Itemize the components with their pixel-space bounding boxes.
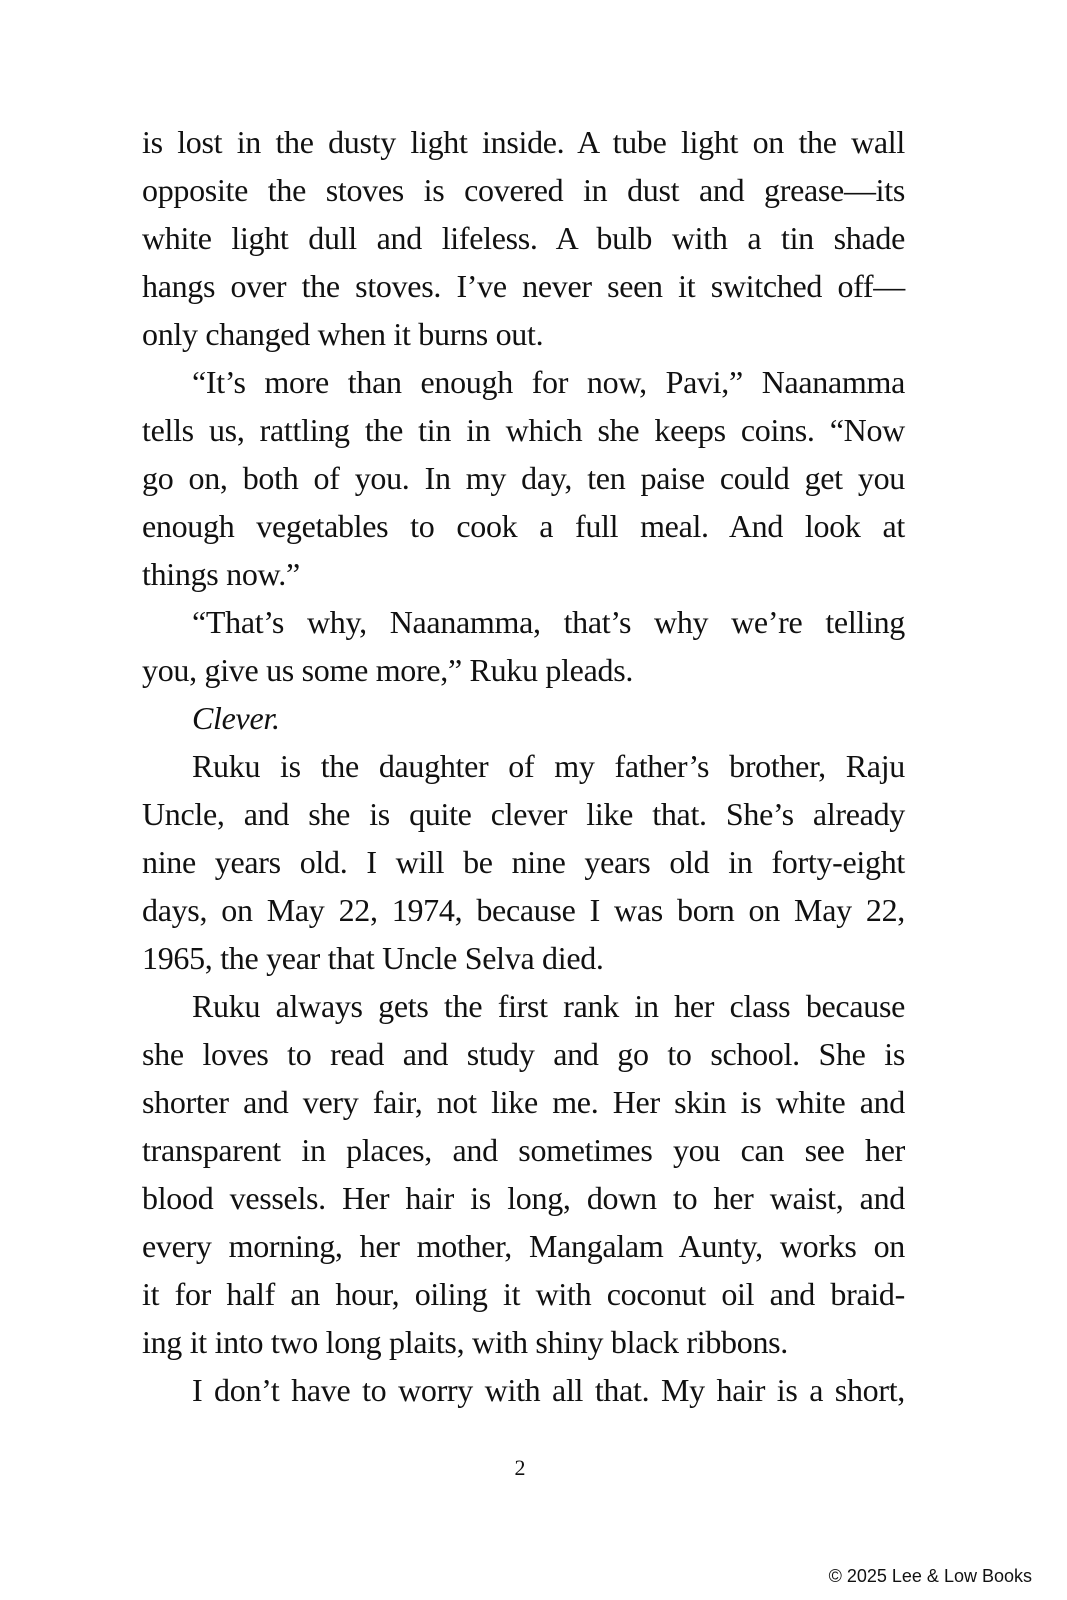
text-line: opposite the stoves is covered in dust and grease—its <box>142 172 905 208</box>
text-line: go on, both of you. In my day, ten paise could get you <box>142 460 905 496</box>
paragraph <box>142 742 905 982</box>
copyright-notice: © 2025 Lee & Low Books <box>828 1566 1032 1586</box>
text-line: days, on May 22, 1974, because I was born on May 22, <box>142 892 905 928</box>
text-line: nine years old. I will be nine years old in forty-eight <box>142 844 905 880</box>
text-line: “It’s more than enough for now, Pavi,” Naanamma <box>192 364 905 400</box>
text-line: shorter and very fair, not like me. Her skin is white and <box>142 1084 905 1120</box>
text-line: hangs over the stoves. I’ve never seen it switched off— <box>142 268 905 304</box>
text-line: I don’t have to worry with all that. My hair is a short, <box>192 1372 905 1408</box>
paragraph <box>142 1366 905 1414</box>
text-line: Clever. <box>192 700 280 736</box>
text-line: 1965, the year that Uncle Selva died. <box>142 940 604 976</box>
text-line: things now.” <box>142 556 300 592</box>
text-line: she loves to read and study and go to school. She is <box>142 1036 905 1072</box>
text-line: you, give us some more,” Ruku pleads. <box>142 652 634 688</box>
paragraph <box>142 118 905 358</box>
page-number: 2 <box>514 1455 526 1480</box>
text-line: blood vessels. Her hair is long, down to her waist, and <box>142 1180 905 1216</box>
text-line: Uncle, and she is quite clever like that. She’s already <box>142 796 905 832</box>
paragraph <box>142 598 905 694</box>
text-line: only changed when it burns out. <box>142 316 544 352</box>
paragraph <box>142 694 905 742</box>
text-line: ing it into two long plaits, with shiny black ribbons. <box>142 1324 789 1360</box>
text-line: enough vegetables to cook a full meal. And look at <box>142 508 905 544</box>
text-line: every morning, her mother, Mangalam Aunty, works on <box>142 1228 905 1264</box>
body-text <box>142 118 905 1414</box>
paragraph <box>142 982 905 1366</box>
paragraph <box>142 358 905 598</box>
text-line: Ruku always gets the first rank in her class because <box>192 988 905 1024</box>
text-line: transparent in places, and sometimes you can see her <box>142 1132 905 1168</box>
text-line: Ruku is the daughter of my father’s brother, Raju <box>192 748 905 784</box>
text-line: it for half an hour, oiling it with coconut oil and braid- <box>142 1276 905 1312</box>
text-line: “That’s why, Naanamma, that’s why we’re telling <box>192 604 905 640</box>
text-line: is lost in the dusty light inside. A tube light on the wall <box>142 124 905 160</box>
text-line: white light dull and lifeless. A bulb with a tin shade <box>142 220 905 256</box>
text-line: tells us, rattling the tin in which she keeps coins. “Now <box>142 412 905 448</box>
